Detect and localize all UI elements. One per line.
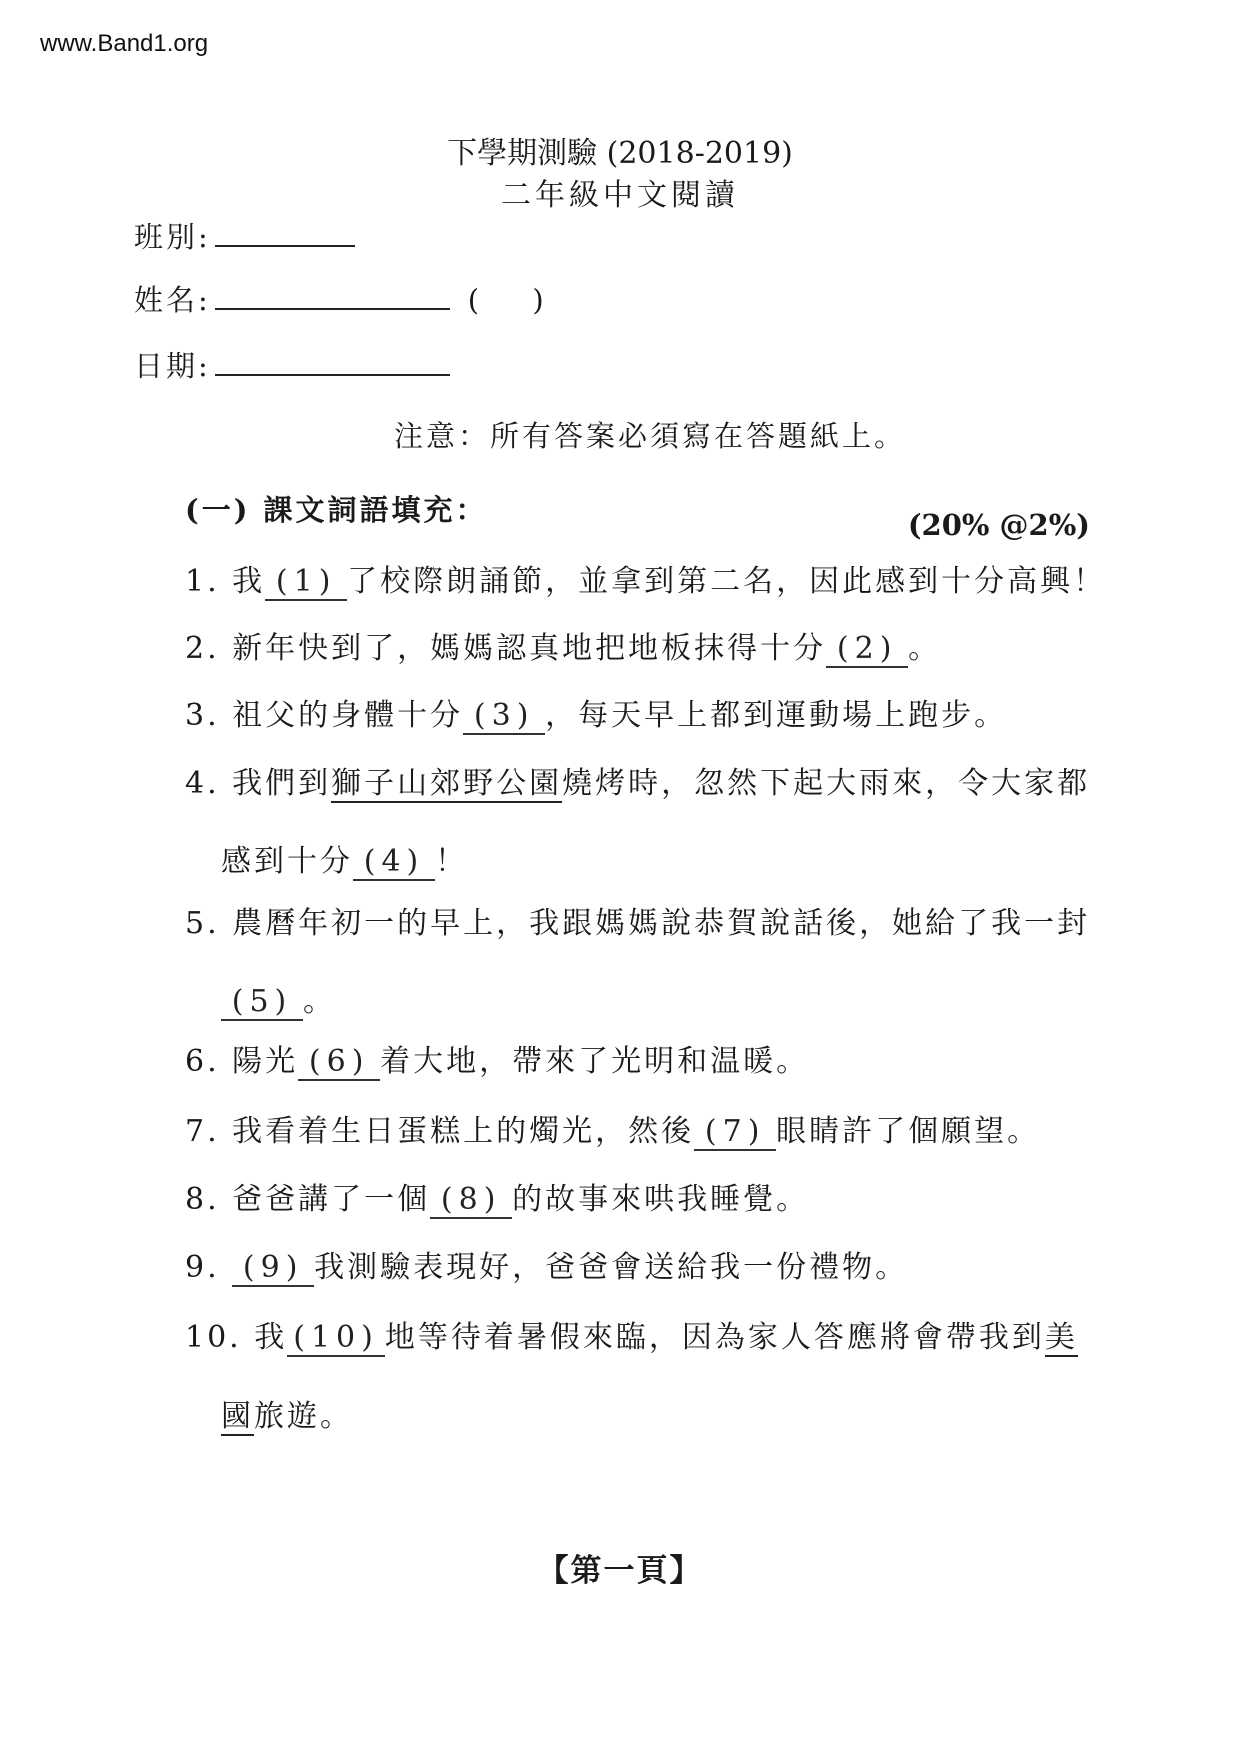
test-title: 下學期測驗 (2018-2019)	[447, 136, 793, 171]
class-number-paren: ( )	[467, 283, 566, 317]
question-1: 1. 我 (1) 了校際朗誦節，並拿到第二名，因此感到十分高興！	[185, 564, 1107, 599]
blank-8: (8)	[430, 1182, 512, 1219]
question-8: 8. 爸爸講了一個 (8) 的故事來哄我睡覺。	[185, 1182, 810, 1217]
blank-2: (2)	[826, 631, 908, 668]
date-field	[134, 344, 450, 385]
test-subtitle: 二年級中文閱讀	[501, 178, 739, 213]
blank-9: (9)	[232, 1250, 314, 1287]
blank-6: (6)	[298, 1044, 380, 1081]
section-title: (一) 課文詞語填充：	[185, 493, 488, 527]
date-label: 日期:	[134, 349, 211, 383]
question-4: 4. 我們到獅子山郊野公園燒烤時，忽然下起大雨來，令大家都 感到十分 (4) ！	[185, 766, 1091, 879]
page-number: 【第一頁】	[537, 1553, 703, 1589]
place-name: 獅子山郊野公園	[331, 766, 563, 801]
question-6: 6. 陽光 (6) 着大地，帶來了光明和温暖。	[185, 1044, 810, 1079]
class-line	[215, 217, 355, 247]
question-5: 5. 農曆年初一的早上，我跟媽媽說恭賀說話後，她給了我一封 (5) 。	[185, 906, 1091, 1019]
blank-3: (3)	[463, 698, 545, 735]
question-3: 3. 祖父的身體十分 (3) ，每天早上都到運動場上跑步。	[185, 698, 1008, 733]
class-label: 班別:	[134, 220, 211, 254]
class-field	[134, 215, 355, 256]
notice: 注意：所有答案必須寫在答題紙上。	[393, 419, 906, 453]
blank-7: (7)	[694, 1114, 776, 1151]
name-line	[215, 280, 450, 310]
name-field	[134, 278, 566, 319]
name-label: 姓名:	[134, 283, 211, 317]
date-line	[215, 346, 450, 376]
blank-1: (1)	[265, 564, 347, 601]
question-9: 9. (9) 我測驗表現好，爸爸會送給我一份禮物。	[185, 1250, 909, 1285]
country-name-part-a: 美	[1044, 1320, 1078, 1355]
question-2: 2. 新年快到了，媽媽認真地把地板抹得十分 (2) 。	[185, 631, 942, 666]
blank-4: (4)	[353, 844, 435, 881]
question-10: 10. 我 (10) 地等待着暑假來臨，因為家人答應將會帶我到美 國旅遊。	[185, 1320, 1078, 1434]
site-url: www.Band1.org	[40, 30, 209, 57]
blank-5: (5)	[221, 984, 303, 1021]
question-7: 7. 我看着生日蛋糕上的燭光，然後 (7) 眼睛許了個願望。	[185, 1114, 1041, 1149]
country-name-part-b: 國	[221, 1399, 254, 1434]
blank-10: (10)	[287, 1320, 385, 1357]
section-score: (20% @2%)	[907, 508, 1090, 542]
